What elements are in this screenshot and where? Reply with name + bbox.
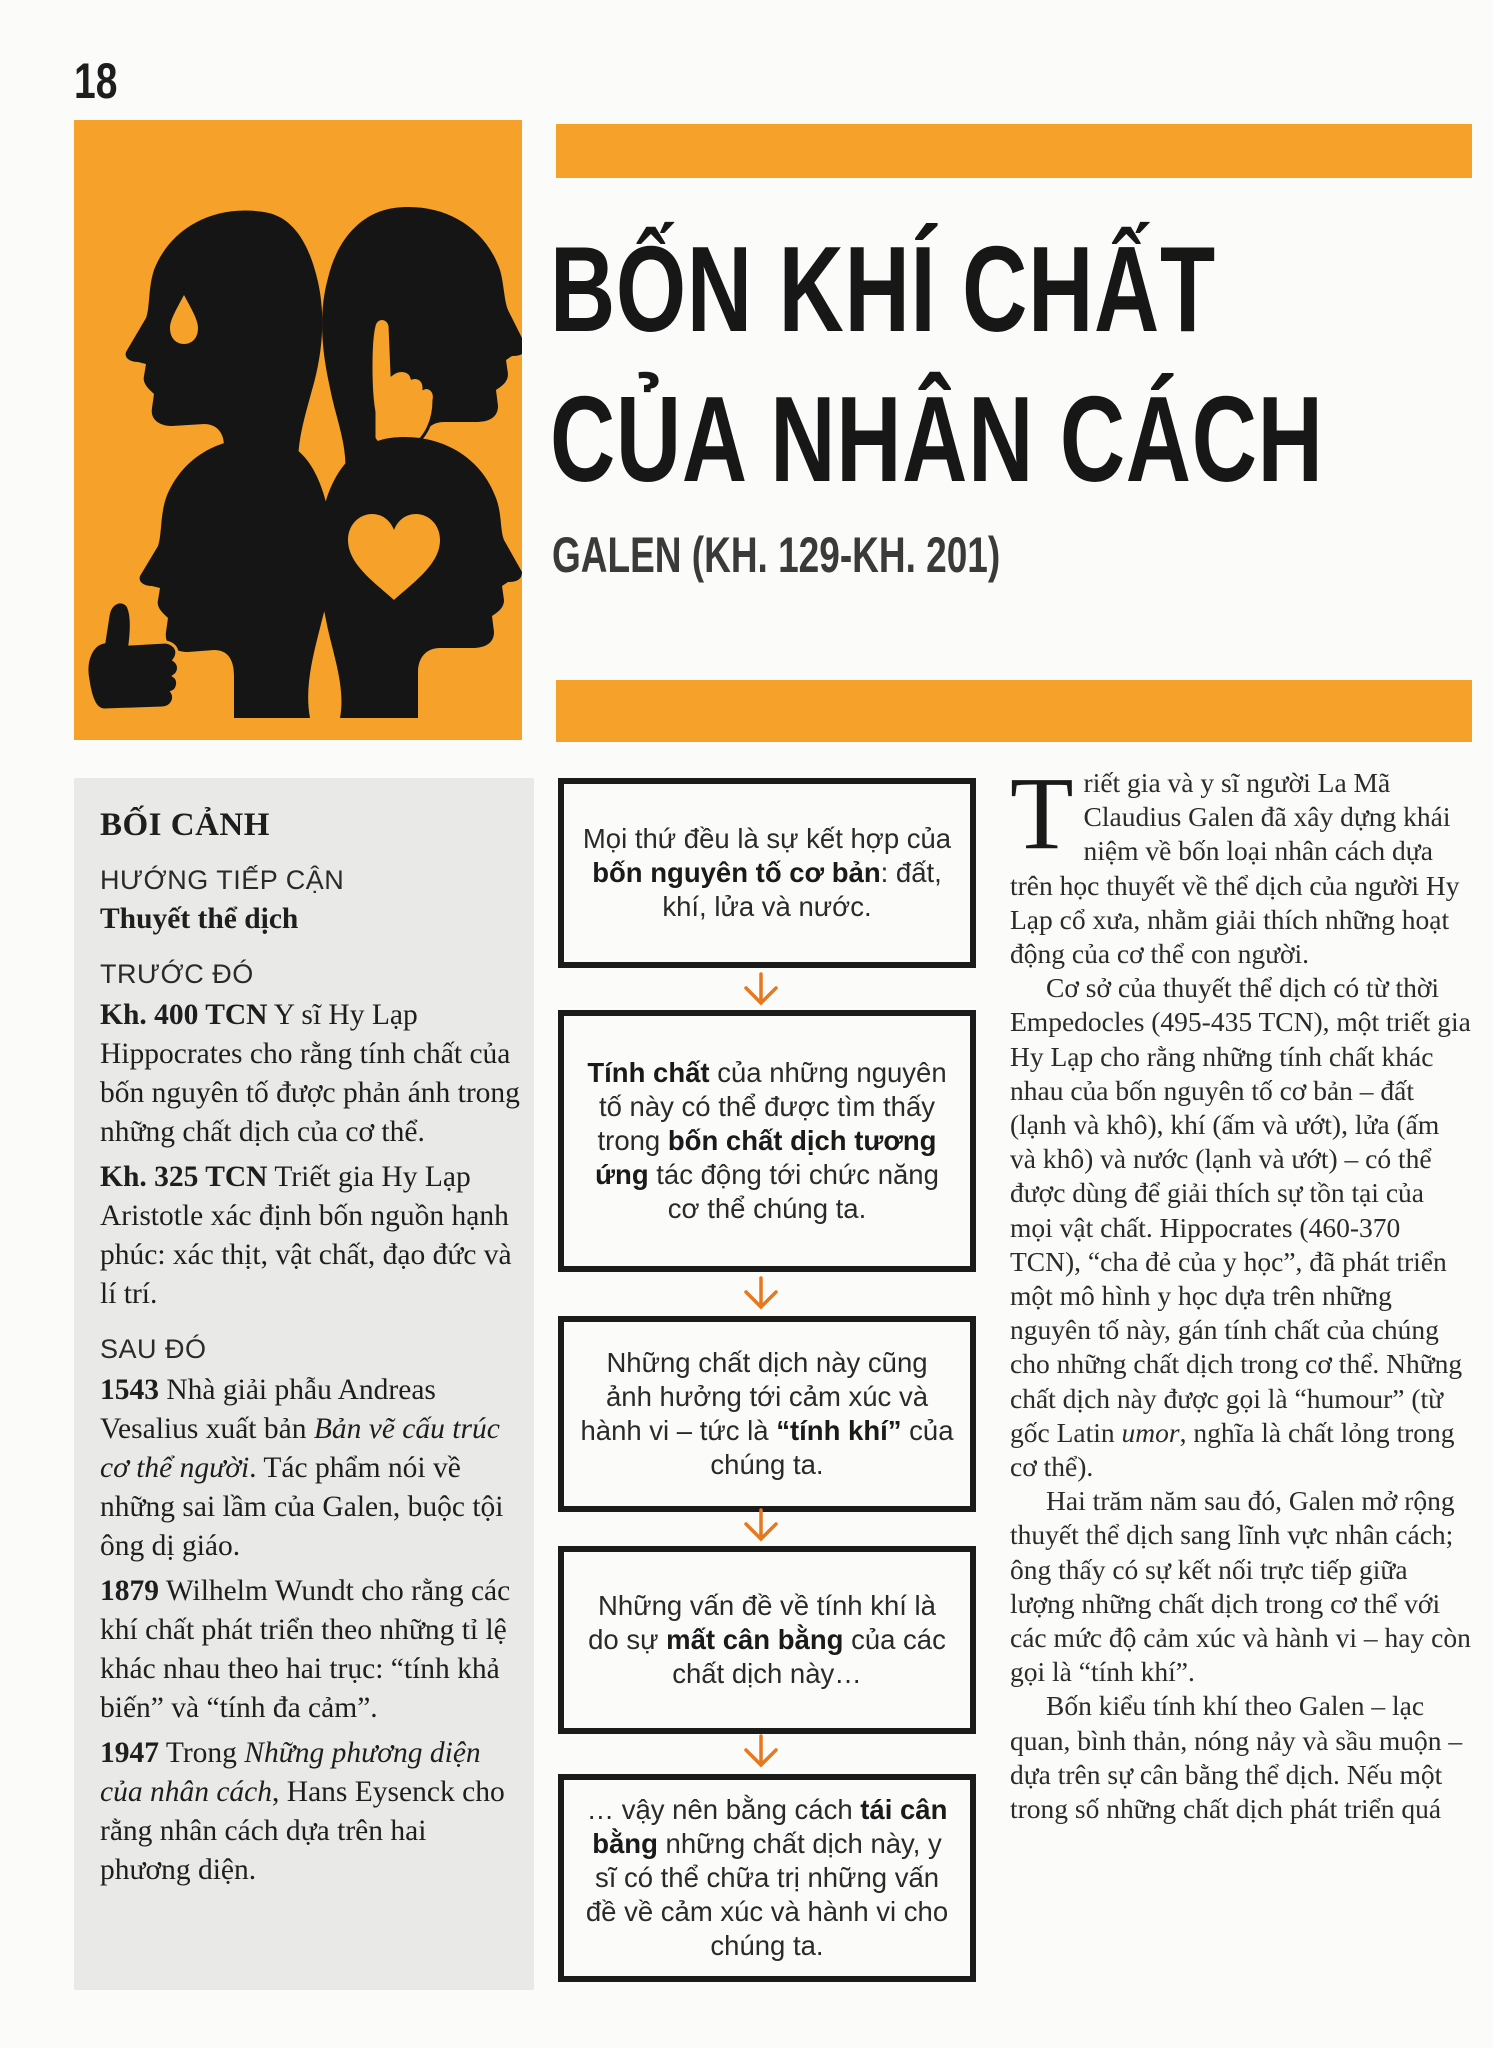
head-thumbs-up-icon (87, 438, 332, 718)
down-arrow-icon (740, 972, 782, 1006)
before-label: TRƯỚC ĐÓ (100, 959, 254, 989)
title-top-bar (556, 124, 1472, 178)
paragraph-4: Bốn kiểu tính khí theo Galen – lạc quan, bình thản, nóng nảy và sầu muộn – dựa trên sự cân bằng thể dịch. Nếu một trong số những chất dịch phát triển quá (1010, 1690, 1463, 1825)
after-entry: 1543 Nhà giải phẫu Andreas Vesalius xuất bản Bản vẽ cấu trúc cơ thể người. Tác phẩm nói về những sai lầm của Galen, buộc tội ông dị giáo. (100, 1374, 504, 1562)
paragraph-2: Cơ sở của thuyết thể dịch có từ thời Empedocles (495-435 TCN), một triết gia Hy Lạp cho rằng những tính chất khác nhau của bốn nguyên tố cơ bản – đất (lạnh và khô), khí (ấm và ướt), lửa (ấm và khô) và nước (lạnh và ướt) – có thể được dùng để giải thích sự tồn tại của mọi vật chất. Hippocrates (460-370 TCN), “cha đẻ của y học”, đã phát triển một mô hình y học dựa trên những nguyên tố này, gán tính chất của chúng cho những chất dịch trong cơ thể. Những chất dịch này được gọi là “humour” (từ gốc Latin umor, nghĩa là chất lỏng trong cơ thể). (1010, 972, 1471, 1483)
context-sidebar (74, 778, 534, 1990)
after-label: SAU ĐÓ (100, 1334, 207, 1364)
paragraph-1: Triết gia và y sĩ người La Mã Claudius Galen đã xây dựng khái niệm về bốn loại nhân cách dựa trên học thuyết về thể dịch của người Hy Lạp cổ xưa, nhằm giải thích những hoạt động của cơ thể con người. (1010, 756, 1460, 970)
page-title-line-2: CỦA NHÂN CÁCH (550, 371, 1324, 507)
page-title-line-1: BỐN KHÍ CHẤT (550, 221, 1216, 357)
head-heart-icon (318, 437, 522, 718)
head-tear-icon (126, 210, 323, 482)
after-entry: 1879 Wilhelm Wundt cho rằng các khí chất phát triển theo những tỉ lệ khác nhau theo hai trục: “tính khả biến” và “tính đa cảm”. (100, 1575, 511, 1724)
approach-value: Thuyết thể dịch (100, 903, 299, 935)
down-arrow-icon (740, 1508, 782, 1542)
drop-cap: T (1010, 756, 1074, 871)
before-entry: Kh. 400 TCN Y sĩ Hy Lạp Hippocrates cho rằng tính chất của bốn nguyên tố được phản ánh trong những chất dịch của cơ thể. (100, 999, 520, 1148)
title-bottom-bar (556, 680, 1472, 742)
flow-box-5: … vậy nên bằng cách tái cân bằng những chất dịch này, y sĩ có thể chữa trị những vấn đề về cảm xúc và hành vi cho chúng ta. (558, 1774, 976, 1982)
after-entry: 1947 Trong Những phương diện của nhân cách, Hans Eysenck cho rằng nhân cách dựa trên hai phương diện. (100, 1737, 505, 1886)
paragraph-3: Hai trăm năm sau đó, Galen mở rộng thuyết thể dịch sang lĩnh vực nhân cách; ông thấy có sự kết nối trực tiếp giữa lượng những chất dịch trong cơ thể với các mức độ cảm xúc và hành vi – hay còn gọi là “tính khí”. (1010, 1485, 1471, 1688)
sidebar-heading: BỐI CẢNH (100, 807, 270, 843)
flow-box-1: Mọi thứ đều là sự kết hợp của bốn nguyên tố cơ bản: đất, khí, lửa và nước. (558, 778, 976, 968)
down-arrow-icon (740, 1276, 782, 1310)
illustration-panel (74, 120, 522, 740)
flow-box-2: Tính chất của những nguyên tố này có thể được tìm thấy trong bốn chất dịch tương ứng tác động tới chức năng cơ thể chúng ta. (558, 1010, 976, 1272)
before-entry: Kh. 325 TCN Triết gia Hy Lạp Aristotle xác định bốn nguồn hạnh phúc: xác thịt, vật chất, đạo đức và lí trí. (100, 1161, 512, 1310)
flow-box-3: Những chất dịch này cũng ảnh hưởng tới cảm xúc và hành vi – tức là “tính khí” của chúng ta. (558, 1316, 976, 1512)
flow-box-4: Những vấn đề về tính khí là do sự mất cân bằng của các chất dịch này… (558, 1546, 976, 1734)
approach-label: HƯỚNG TIẾP CẬN (100, 865, 345, 895)
down-arrow-icon (740, 1734, 782, 1768)
author-byline: GALEN (KH. 129-KH. 201) (552, 527, 1001, 583)
main-body-text (1010, 756, 1472, 1826)
page-number: 18 (74, 53, 118, 109)
